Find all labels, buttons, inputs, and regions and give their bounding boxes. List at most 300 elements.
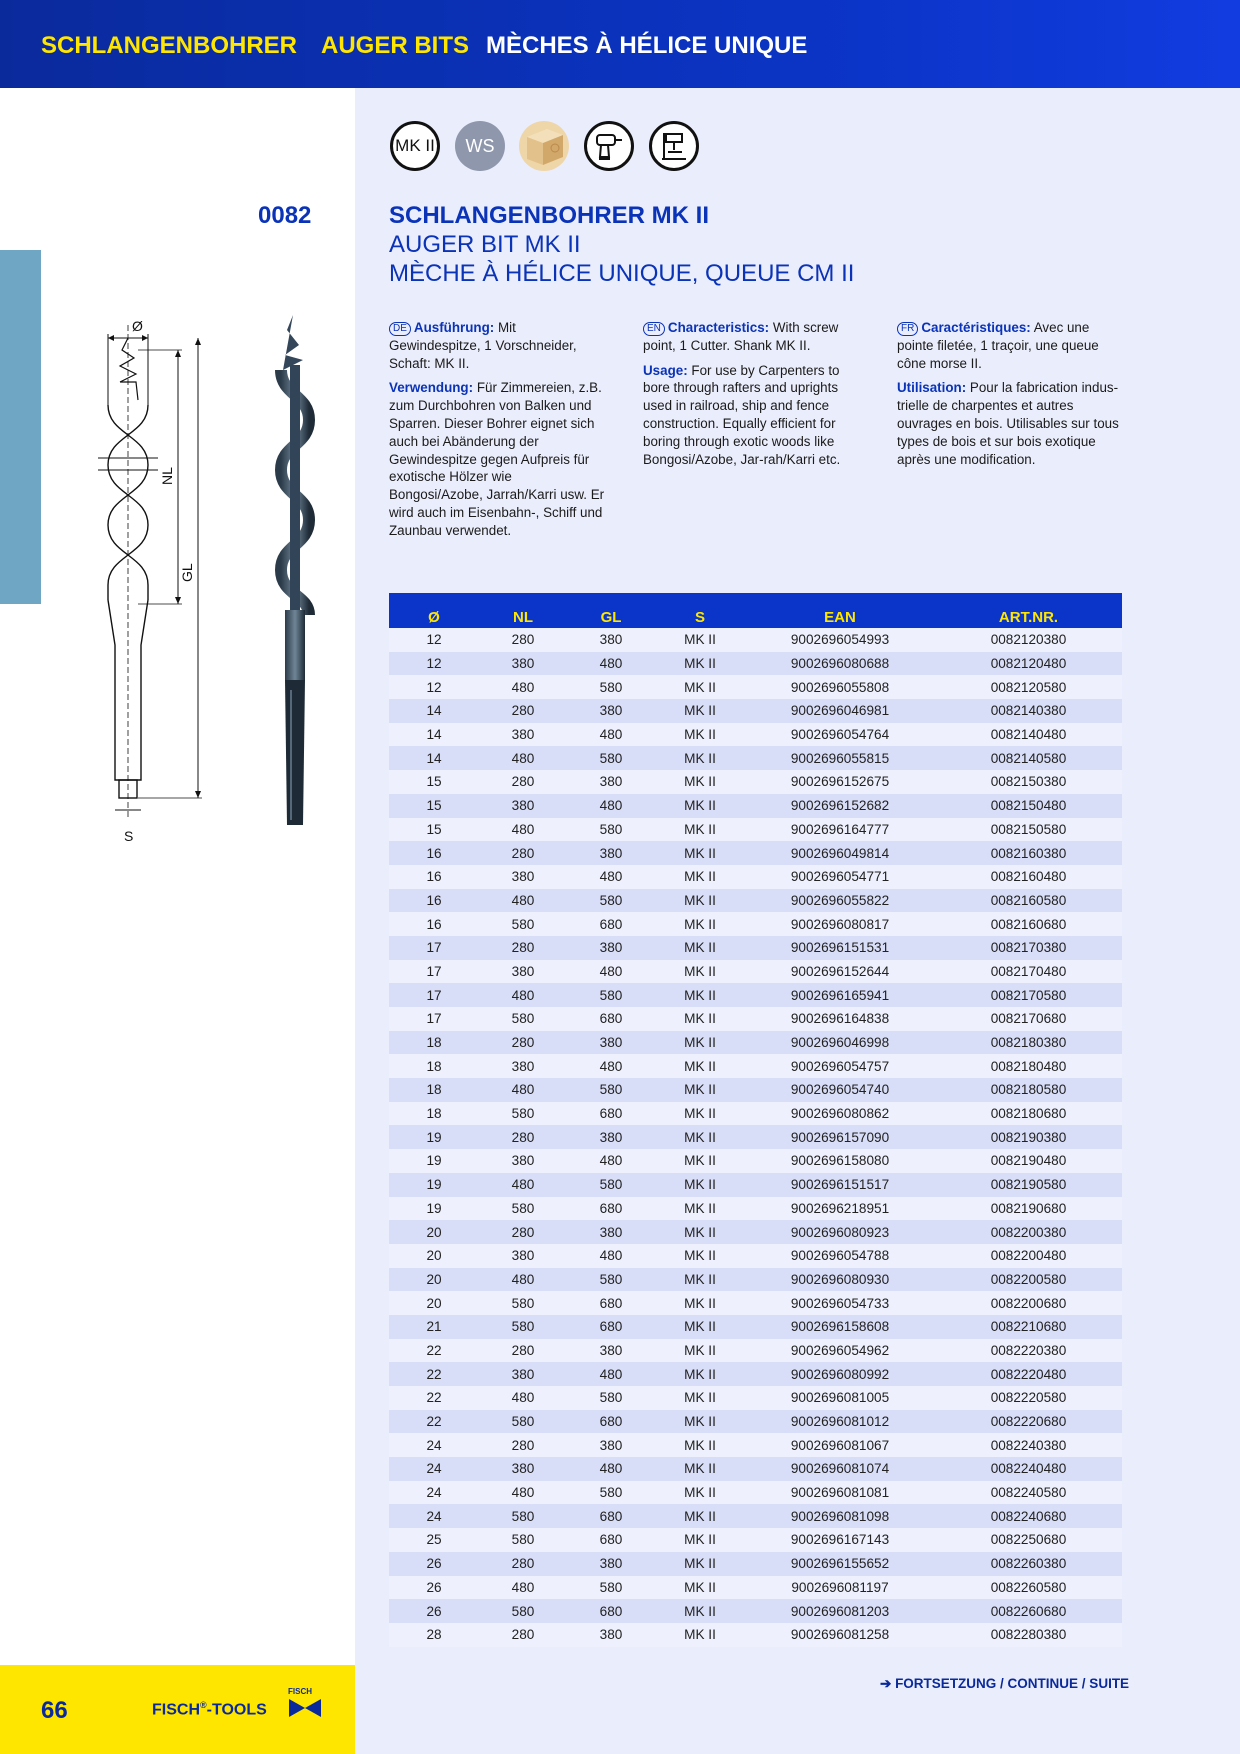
table-cell: 15 xyxy=(426,774,442,790)
gl-label: GL xyxy=(179,563,195,582)
lang-badge-en: EN xyxy=(643,322,665,336)
table-cell: 9002696046981 xyxy=(790,703,890,719)
table-cell: MK II xyxy=(684,798,716,814)
page-number: 66 xyxy=(41,1697,68,1724)
table-cell: 480 xyxy=(599,1058,623,1074)
table-row xyxy=(389,1552,1122,1576)
table-cell: 580 xyxy=(511,1200,535,1216)
description-en xyxy=(643,319,863,475)
table-cell: 9002696054993 xyxy=(790,632,890,648)
shank-label: S xyxy=(124,828,134,844)
table-cell: 380 xyxy=(599,1627,623,1643)
table-cell: 680 xyxy=(599,1295,623,1311)
table-cell: MK II xyxy=(684,1461,716,1477)
table-cell: MK II xyxy=(684,987,716,1003)
table-cell: 9002696165941 xyxy=(790,987,890,1003)
table-cell: 680 xyxy=(599,1319,623,1335)
table-cell: 0082190380 xyxy=(990,1129,1067,1145)
table-cell: 0082210680 xyxy=(990,1319,1067,1335)
table-cell: 0082170580 xyxy=(990,987,1067,1003)
table-cell: 9002696167143 xyxy=(790,1532,890,1548)
table-cell: 280 xyxy=(511,1224,535,1240)
nl-label: NL xyxy=(159,467,175,485)
table-cell: 0082190580 xyxy=(990,1177,1067,1193)
table-cell: 380 xyxy=(599,845,623,861)
table-cell: 680 xyxy=(599,1532,623,1548)
table-cell: 0082250680 xyxy=(990,1532,1067,1548)
table-cell: 580 xyxy=(599,750,623,766)
table-header-row xyxy=(389,593,1122,628)
table-cell: 580 xyxy=(599,1177,623,1193)
mk-icon-label: MK II xyxy=(395,136,435,155)
table-cell: MK II xyxy=(684,1082,716,1098)
header-title-en: AUGER BITS xyxy=(321,32,470,59)
table-row xyxy=(389,1197,1122,1221)
table-cell: 0082260380 xyxy=(990,1556,1067,1572)
table-row xyxy=(389,699,1122,723)
table-cell: 0082220580 xyxy=(990,1390,1067,1406)
table-cell: 24 xyxy=(426,1461,442,1477)
table-cell: 580 xyxy=(511,1532,535,1548)
table-cell: 0082150580 xyxy=(990,821,1067,837)
auger-bit-image xyxy=(265,310,325,830)
table-cell: 0082200380 xyxy=(990,1224,1067,1240)
table-cell: 680 xyxy=(599,1200,623,1216)
table-cell: MK II xyxy=(684,1035,716,1051)
column-header: S xyxy=(694,609,705,626)
table-row xyxy=(389,1220,1122,1244)
table-cell: 0082240480 xyxy=(990,1461,1067,1477)
logo-text: FISCH xyxy=(288,1687,312,1696)
table-cell: MK II xyxy=(684,1248,716,1264)
table-cell: 9002696054771 xyxy=(790,869,890,885)
table-cell: MK II xyxy=(684,1295,716,1311)
table-cell: 480 xyxy=(511,892,535,908)
table-cell: 580 xyxy=(599,1579,623,1595)
table-cell: 9002696080862 xyxy=(790,1106,890,1122)
table-cell: 380 xyxy=(511,1248,535,1264)
column-header: EAN xyxy=(824,609,856,626)
table-cell: 9002696158080 xyxy=(790,1153,890,1169)
table-cell: 9002696218951 xyxy=(790,1200,890,1216)
table-row xyxy=(389,1339,1122,1363)
table-cell: 380 xyxy=(511,869,535,885)
table-row xyxy=(389,1386,1122,1410)
column-header: Ø xyxy=(428,609,440,626)
table-cell: 21 xyxy=(426,1319,442,1335)
table-row xyxy=(389,1244,1122,1268)
table-cell: 9002696152682 xyxy=(790,798,890,814)
table-cell: 12 xyxy=(426,679,442,695)
table-cell: 580 xyxy=(511,1319,535,1335)
table-cell: 17 xyxy=(426,963,442,979)
table-cell: 0082220480 xyxy=(990,1366,1067,1382)
table-row xyxy=(389,1078,1122,1102)
table-cell: 580 xyxy=(599,1082,623,1098)
table-cell: 0082170480 xyxy=(990,963,1067,979)
table-cell: 24 xyxy=(426,1437,442,1453)
table-row xyxy=(389,675,1122,699)
table-cell: MK II xyxy=(684,750,716,766)
table-cell: 9002696155652 xyxy=(790,1556,890,1572)
table-cell: 9002696151517 xyxy=(790,1177,890,1193)
lang-badge-fr: FR xyxy=(897,322,918,336)
table-cell: MK II xyxy=(684,1271,716,1287)
table-cell: 9002696080923 xyxy=(790,1224,890,1240)
table-cell: 480 xyxy=(511,1485,535,1501)
table-row xyxy=(389,1031,1122,1055)
table-cell: 18 xyxy=(426,1035,442,1051)
table-cell: 17 xyxy=(426,987,442,1003)
table-cell: MK II xyxy=(684,1485,716,1501)
table-cell: 580 xyxy=(511,1414,535,1430)
table-cell: 0082260680 xyxy=(990,1603,1067,1619)
table-cell: 480 xyxy=(511,1082,535,1098)
table-cell: 9002696152644 xyxy=(790,963,890,979)
table-cell: 380 xyxy=(599,774,623,790)
table-cell: 680 xyxy=(599,1603,623,1619)
table-cell: 0082150380 xyxy=(990,774,1067,790)
table-cell: 0082240680 xyxy=(990,1508,1067,1524)
table-cell: 280 xyxy=(511,774,535,790)
table-cell: 18 xyxy=(426,1082,442,1098)
table-cell: 0082140380 xyxy=(990,703,1067,719)
table-cell: 0082160580 xyxy=(990,892,1067,908)
table-row xyxy=(389,1173,1122,1197)
table-row xyxy=(389,1410,1122,1434)
table-cell: 0082140480 xyxy=(990,727,1067,743)
table-cell: MK II xyxy=(684,1603,716,1619)
morse-taper-icon xyxy=(390,121,440,171)
table-cell: 26 xyxy=(426,1579,442,1595)
table-cell: 280 xyxy=(511,632,535,648)
table-row xyxy=(389,723,1122,747)
table-cell: 480 xyxy=(511,750,535,766)
table-cell: 680 xyxy=(599,1106,623,1122)
table-cell: 280 xyxy=(511,1437,535,1453)
table-row xyxy=(389,746,1122,770)
product-title-en: AUGER BIT MK II xyxy=(389,231,581,258)
table-cell: 15 xyxy=(426,821,442,837)
table-cell: 9002696081067 xyxy=(790,1437,890,1453)
table-cell: MK II xyxy=(684,632,716,648)
brand-registered: ® xyxy=(200,1700,207,1710)
product-title-fr: MÈCHE À HÉLICE UNIQUE, QUEUE CM II xyxy=(389,260,855,287)
table-row xyxy=(389,865,1122,889)
table-cell: 16 xyxy=(426,869,442,885)
characteristics-text-fr: Avec une pointe filetée, 1 traçoir, une queue cône morse II. xyxy=(897,320,1099,371)
table-cell: 9002696054757 xyxy=(790,1058,890,1074)
column-header: ART.NR. xyxy=(998,609,1059,626)
table-row xyxy=(389,794,1122,818)
table-row xyxy=(389,1362,1122,1386)
ws-icon-label: WS xyxy=(465,135,495,156)
table-cell: 9002696055815 xyxy=(790,750,890,766)
table-cell: 580 xyxy=(511,1603,535,1619)
table-cell: 9002696152675 xyxy=(790,774,890,790)
table-cell: 22 xyxy=(426,1390,442,1406)
table-cell: MK II xyxy=(684,1579,716,1595)
table-cell: 380 xyxy=(511,798,535,814)
table-row xyxy=(389,912,1122,936)
table-cell: 280 xyxy=(511,940,535,956)
characteristics-text-de: Mit Gewindespitze, 1 Vorschneider, Schaft: MK II. xyxy=(389,320,577,371)
arrow-right-icon: ➔ xyxy=(880,1676,896,1691)
table-cell: 480 xyxy=(599,869,623,885)
table-row xyxy=(389,652,1122,676)
table-cell: MK II xyxy=(684,1319,716,1335)
table-cell: 380 xyxy=(511,1153,535,1169)
page-header xyxy=(0,0,1240,88)
fisch-logo-icon xyxy=(287,1697,323,1719)
table-cell: 9002696054764 xyxy=(790,727,890,743)
table-row xyxy=(389,1576,1122,1600)
table-cell: 0082120380 xyxy=(990,632,1067,648)
table-row xyxy=(389,983,1122,1007)
table-cell: 19 xyxy=(426,1200,442,1216)
table-row xyxy=(389,1599,1122,1623)
table-cell: MK II xyxy=(684,1556,716,1572)
table-cell: 580 xyxy=(511,1295,535,1311)
table-row xyxy=(389,1623,1122,1647)
table-cell: 480 xyxy=(511,987,535,1003)
table-cell: 380 xyxy=(599,1556,623,1572)
table-cell: 480 xyxy=(599,1366,623,1382)
table-cell: 16 xyxy=(426,845,442,861)
table-cell: 19 xyxy=(426,1177,442,1193)
table-cell: 9002696081203 xyxy=(790,1603,890,1619)
table-cell: 18 xyxy=(426,1106,442,1122)
table-cell: 0082180580 xyxy=(990,1082,1067,1098)
table-cell: 380 xyxy=(511,727,535,743)
table-row xyxy=(389,1125,1122,1149)
table-row xyxy=(389,818,1122,842)
table-cell: 9002696081258 xyxy=(790,1627,890,1643)
table-row xyxy=(389,1268,1122,1292)
table-cell: 480 xyxy=(511,821,535,837)
table-cell: 9002696158608 xyxy=(790,1319,890,1335)
continue-text: FORTSETZUNG / CONTINUE / SUITE xyxy=(895,1676,1130,1691)
table-cell: 280 xyxy=(511,1627,535,1643)
table-cell: 0082180680 xyxy=(990,1106,1067,1122)
table-cell: MK II xyxy=(684,916,716,932)
table-row xyxy=(389,1291,1122,1315)
table-cell: 380 xyxy=(599,1224,623,1240)
characteristics-label-de: Ausführung: xyxy=(413,320,495,335)
table-cell: 480 xyxy=(599,963,623,979)
table-row xyxy=(389,1433,1122,1457)
technical-drawing xyxy=(90,310,220,850)
table-cell: MK II xyxy=(684,869,716,885)
table-cell: 580 xyxy=(599,892,623,908)
table-row xyxy=(389,960,1122,984)
table-cell: MK II xyxy=(684,892,716,908)
table-cell: 9002696054962 xyxy=(790,1342,890,1358)
table-cell: MK II xyxy=(684,963,716,979)
table-row xyxy=(389,1149,1122,1173)
table-cell: 9002696081012 xyxy=(790,1414,890,1430)
table-cell: MK II xyxy=(684,1414,716,1430)
table-cell: MK II xyxy=(684,1106,716,1122)
table-cell: 20 xyxy=(426,1271,442,1287)
table-row xyxy=(389,1457,1122,1481)
brand-name xyxy=(152,1700,267,1719)
table-cell: MK II xyxy=(684,845,716,861)
table-cell: 20 xyxy=(426,1248,442,1264)
table-cell: 9002696080817 xyxy=(790,916,890,932)
table-cell: 12 xyxy=(426,656,442,672)
table-cell: 28 xyxy=(426,1627,442,1643)
table-cell: 9002696081005 xyxy=(790,1390,890,1406)
table-cell: 380 xyxy=(511,656,535,672)
table-cell: MK II xyxy=(684,1177,716,1193)
table-cell: 0082220380 xyxy=(990,1342,1067,1358)
table-cell: 19 xyxy=(426,1153,442,1169)
usage-label-de: Verwendung: xyxy=(389,380,474,396)
table-cell: 9002696055808 xyxy=(790,679,890,695)
table-cell: 480 xyxy=(599,727,623,743)
table-cell: 480 xyxy=(599,1248,623,1264)
table-cell: MK II xyxy=(684,1058,716,1074)
table-cell: 280 xyxy=(511,703,535,719)
table-row xyxy=(389,628,1122,652)
usage-text-en: For use by Carpenters to bore through rafters and uprights used in railroad, ship and fence construction. Equally efficient for boring through exotic woods like Bongosi/Azobe, Jar-rah/Karri etc. xyxy=(643,362,841,467)
table-cell: 380 xyxy=(511,1366,535,1382)
table-cell: MK II xyxy=(684,1437,716,1453)
table-cell: 16 xyxy=(426,916,442,932)
table-cell: 0082170380 xyxy=(990,940,1067,956)
table-cell: 0082170680 xyxy=(990,1011,1067,1027)
brand-suffix: -TOOLS xyxy=(206,1701,267,1719)
usage-label-en: Usage: xyxy=(643,362,688,378)
table-cell: 680 xyxy=(599,1508,623,1524)
table-cell: 0082240380 xyxy=(990,1437,1067,1453)
table-cell: 0082190680 xyxy=(990,1200,1067,1216)
table-cell: 580 xyxy=(511,1508,535,1524)
table-cell: 380 xyxy=(599,1035,623,1051)
table-cell: 0082180380 xyxy=(990,1035,1067,1051)
product-table xyxy=(389,593,1122,1647)
table-cell: 480 xyxy=(511,679,535,695)
power-drill-icon xyxy=(584,121,634,171)
usage-text-de: Für Zimmereien, z.B. zum Durchbohren von Balken und Sparren. Dieser Bohrer eignet sich auch bei Abänderung der Gewindespitze gegen Aufpreis für exotische Hölzer wie Bongosi/Azobe, Jarrah/Karri usw. Er wird auch im Eisenbahn-, Schiff und Zaunbau verwendet. xyxy=(389,380,605,538)
header-title-fr: MÈCHES À HÉLICE UNIQUE xyxy=(486,32,808,59)
wood-icon xyxy=(519,121,569,171)
table-cell: MK II xyxy=(684,656,716,672)
table-cell: 16 xyxy=(426,892,442,908)
table-cell: 18 xyxy=(426,1058,442,1074)
table-cell: 0082160480 xyxy=(990,869,1067,885)
table-cell: 9002696081098 xyxy=(790,1508,890,1524)
continue-link[interactable] xyxy=(880,1676,1129,1692)
table-cell: 280 xyxy=(511,1035,535,1051)
table-cell: 14 xyxy=(426,727,442,743)
table-row xyxy=(389,1102,1122,1126)
characteristics-text-en: With screw point, 1 Cutter. Shank MK II. xyxy=(643,320,839,353)
table-cell: 0082160680 xyxy=(990,916,1067,932)
table-cell: 680 xyxy=(599,1414,623,1430)
table-cell: 17 xyxy=(426,940,442,956)
diameter-label: Ø xyxy=(132,318,143,334)
table-cell: 0082240580 xyxy=(990,1485,1067,1501)
usage-text-fr: Pour la fabrication indus-trielle de charpentes et autres ouvrages en bois. Utilisables sur tous types de bois et sur bois exotique après une modification. xyxy=(897,380,1119,467)
table-row xyxy=(389,1054,1122,1078)
table-cell: 26 xyxy=(426,1556,442,1572)
table-cell: 0082260580 xyxy=(990,1579,1067,1595)
table-cell: 0082280380 xyxy=(990,1627,1067,1643)
table-row xyxy=(389,1528,1122,1552)
table-cell: 15 xyxy=(426,798,442,814)
table-cell: MK II xyxy=(684,1129,716,1145)
table-cell: 380 xyxy=(599,940,623,956)
table-cell: 0082220680 xyxy=(990,1414,1067,1430)
tool-steel-icon xyxy=(455,121,505,171)
table-body xyxy=(389,628,1122,1647)
table-cell: MK II xyxy=(684,774,716,790)
table-cell: 280 xyxy=(511,1129,535,1145)
table-cell: MK II xyxy=(684,821,716,837)
table-cell: 380 xyxy=(599,1129,623,1145)
column-header: GL xyxy=(600,609,622,626)
table-cell: 9002696164838 xyxy=(790,1011,890,1027)
table-cell: 580 xyxy=(511,1106,535,1122)
description-de xyxy=(389,319,609,547)
characteristics-label-en: Characteristics: xyxy=(667,320,770,335)
table-cell: 9002696157090 xyxy=(790,1129,890,1145)
table-cell: 580 xyxy=(599,1485,623,1501)
table-cell: 580 xyxy=(599,1390,623,1406)
table-cell: MK II xyxy=(684,1011,716,1027)
header-title-de: SCHLANGENBOHRER xyxy=(41,32,298,59)
table-row xyxy=(389,1504,1122,1528)
table-cell: 580 xyxy=(599,821,623,837)
table-cell: MK II xyxy=(684,1627,716,1643)
table-cell: 19 xyxy=(426,1129,442,1145)
table-cell: 22 xyxy=(426,1342,442,1358)
table-cell: 380 xyxy=(511,1461,535,1477)
table-cell: 9002696081081 xyxy=(790,1485,890,1501)
table-cell: 9002696054733 xyxy=(790,1295,890,1311)
table-cell: 9002696080930 xyxy=(790,1271,890,1287)
table-cell: MK II xyxy=(684,1224,716,1240)
table-cell: 17 xyxy=(426,1011,442,1027)
table-cell: 9002696080688 xyxy=(790,656,890,672)
table-cell: 580 xyxy=(599,679,623,695)
table-cell: MK II xyxy=(684,727,716,743)
table-row xyxy=(389,770,1122,794)
table-cell: 0082200580 xyxy=(990,1271,1067,1287)
table-row xyxy=(389,889,1122,913)
table-cell: MK II xyxy=(684,1532,716,1548)
table-cell: MK II xyxy=(684,1390,716,1406)
table-cell: 0082120580 xyxy=(990,679,1067,695)
table-cell: MK II xyxy=(684,679,716,695)
table-cell: 20 xyxy=(426,1295,442,1311)
table-cell: 380 xyxy=(511,963,535,979)
table-cell: 280 xyxy=(511,1342,535,1358)
table-cell: 380 xyxy=(599,632,623,648)
table-cell: 380 xyxy=(599,1437,623,1453)
table-cell: MK II xyxy=(684,1508,716,1524)
table-cell: 22 xyxy=(426,1414,442,1430)
table-cell: MK II xyxy=(684,703,716,719)
table-cell: 480 xyxy=(511,1271,535,1287)
table-cell: 9002696054788 xyxy=(790,1248,890,1264)
column-header: NL xyxy=(513,609,533,626)
table-cell: 280 xyxy=(511,845,535,861)
table-cell: 9002696081197 xyxy=(791,1579,889,1595)
table-cell: 25 xyxy=(426,1532,442,1548)
